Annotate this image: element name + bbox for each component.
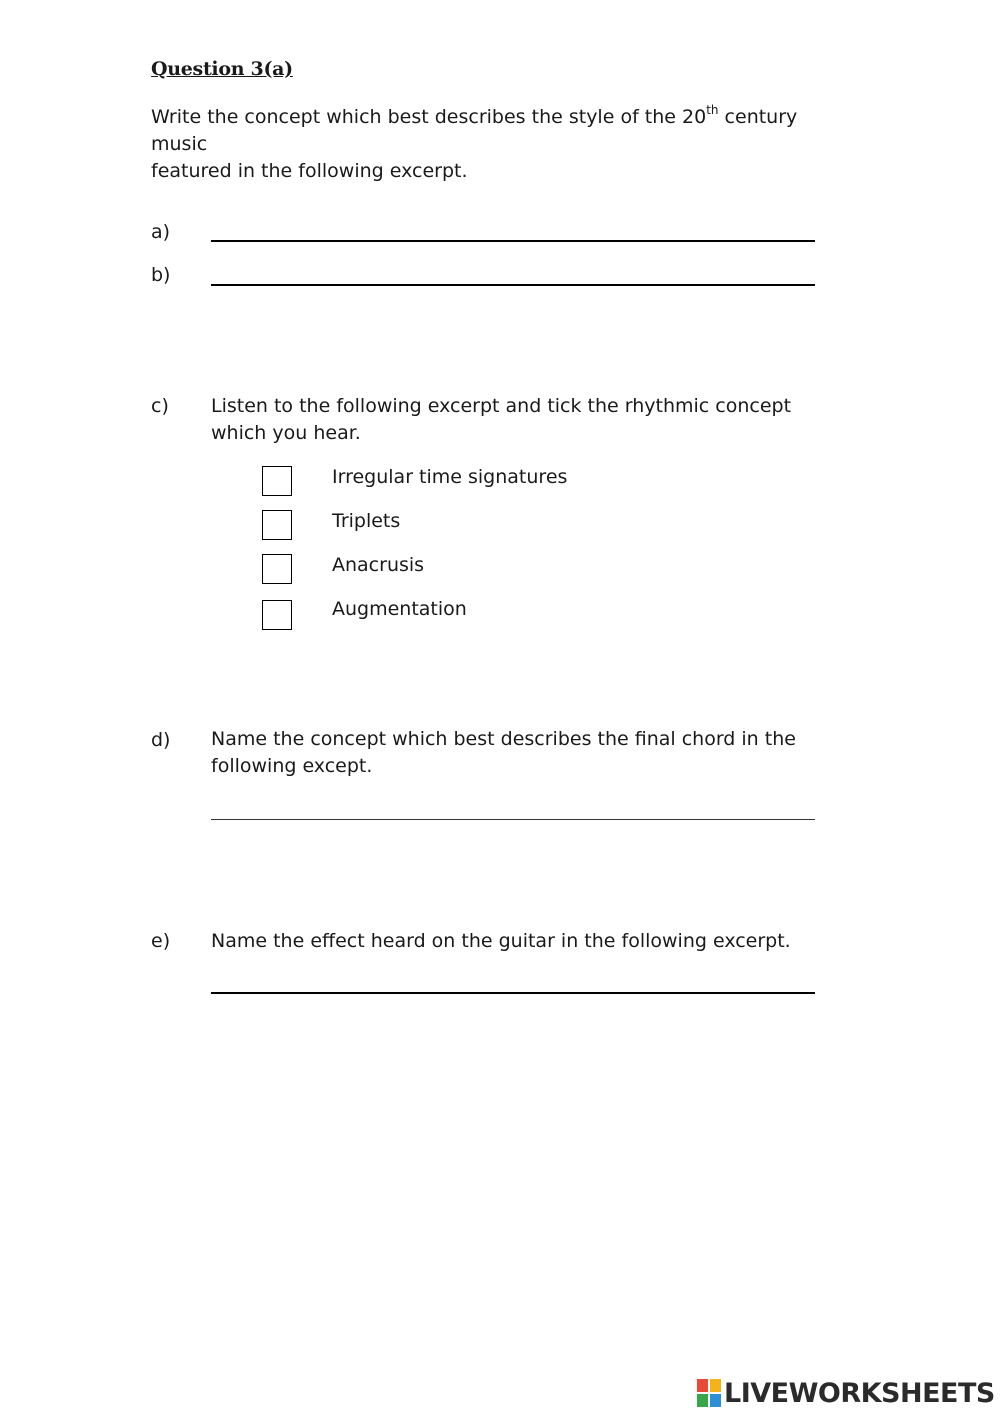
part-e-label: e) (151, 930, 171, 952)
liveworksheets-logo (697, 1378, 995, 1408)
option-label: Irregular time signatures (332, 466, 568, 488)
option-label: Triplets (332, 510, 401, 532)
logo-text: LIVEWORKSHEETS (724, 1377, 995, 1409)
option-label: Anacrusis (332, 554, 425, 576)
intro-text-1: Write the concept which best describes the style of the 20 (151, 106, 707, 128)
part-c-question (211, 393, 811, 447)
logo-icon (697, 1379, 721, 1407)
part-c-question-line-1: Listen to the following excerpt and tick the rhythmic concept (211, 395, 792, 417)
intro-superscript: th (706, 103, 719, 117)
part-b-label: b) (151, 264, 171, 286)
part-c-question-line-2: which you hear. (211, 422, 361, 444)
intro-text-line-2: featured in the following excerpt. (151, 160, 468, 182)
checkbox-triplets[interactable] (262, 510, 292, 540)
part-b-answer-line[interactable] (211, 284, 815, 286)
intro-text-2: century music (151, 106, 798, 155)
option-label: Augmentation (332, 598, 467, 620)
part-d-question-line-2: following except. (211, 755, 373, 777)
part-e-question: Name the effect heard on the guitar in the following excerpt. (211, 930, 791, 952)
part-d-answer-line[interactable] (211, 819, 815, 820)
part-e-answer-line[interactable] (211, 992, 815, 994)
question-intro (151, 104, 851, 185)
part-d-question-line-1: Name the concept which best describes the final chord in the (211, 728, 796, 750)
part-a-label: a) (151, 221, 171, 243)
part-c-label: c) (151, 395, 169, 417)
part-d-question (211, 726, 811, 780)
checkbox-anacrusis[interactable] (262, 554, 292, 584)
question-title: Question 3(a) (151, 58, 293, 80)
part-d-label: d) (151, 729, 171, 751)
checkbox-irregular-time-signatures[interactable] (262, 466, 292, 496)
checkbox-augmentation[interactable] (262, 600, 292, 630)
part-a-answer-line[interactable] (211, 240, 815, 242)
